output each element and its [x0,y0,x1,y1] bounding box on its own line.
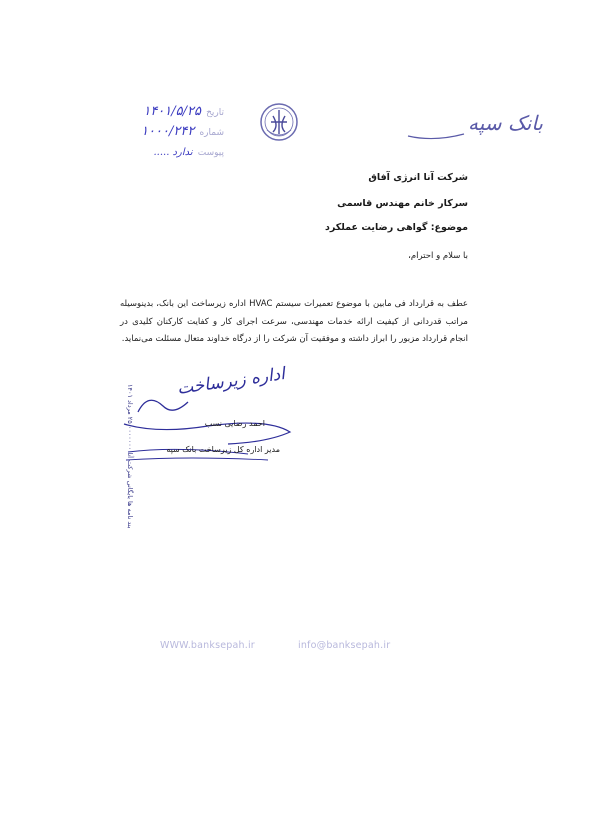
letter-subject: موضوع: گواهی رضایت عملکرد [324,222,468,233]
recipient-company: شرکت آنا انرژی آفاق [368,172,468,183]
attachment-label: پیوست [197,148,224,158]
emblem-icon [259,100,299,144]
date-value: ۱۴۰۱/۵/۲۵ [143,104,201,119]
handwritten-signature-text: اداره زیرساخت [175,364,287,399]
greeting: با سلام و احترام، [408,251,468,261]
letter-meta [96,100,224,160]
signatory-title: مدیر اداره کل زیرساخت بانک سپه [166,445,280,454]
attachment-value: ندارد ..... [153,147,193,158]
bank-logo [398,96,543,156]
footer-email[interactable]: info@banksepah.ir [298,640,391,651]
letter-body: عطف به قرارداد فی مابین با موضوع تعمیرات سیستم HVAC اداره زیرساخت این بانک، بدینوسیله مراتب قدردانی از کیفیت ارائه خدمات مهندسی، سرعت اجرای کار و کفایت کارکنان کلیدی در انجام قرارداد مزبور را ابراز داشته و موفقیت آن شرکت را از درگاه خداوند متعال مسئلت می‌نماید. [120,299,468,344]
number-label: شماره [199,128,224,138]
side-annotation-text: بند نامه ها بایگانی شرکت آنا ۰۰۰۰۰۰۰ ۲۵ مرداد ۱۴۰۱ [126,384,134,529]
number-value: ۱۰۰۰/۲۴۲ [141,124,195,139]
bank-logo-text: بانک سپه [468,111,543,135]
side-annotation [122,384,136,564]
signatory-name: احمد رضایی نسب [204,419,265,428]
footer-website[interactable]: WWW.banksepah.ir [160,640,255,651]
recipient-person: سرکار خانم مهندس قاسمی [337,198,468,209]
date-label: تاریخ [206,108,224,118]
